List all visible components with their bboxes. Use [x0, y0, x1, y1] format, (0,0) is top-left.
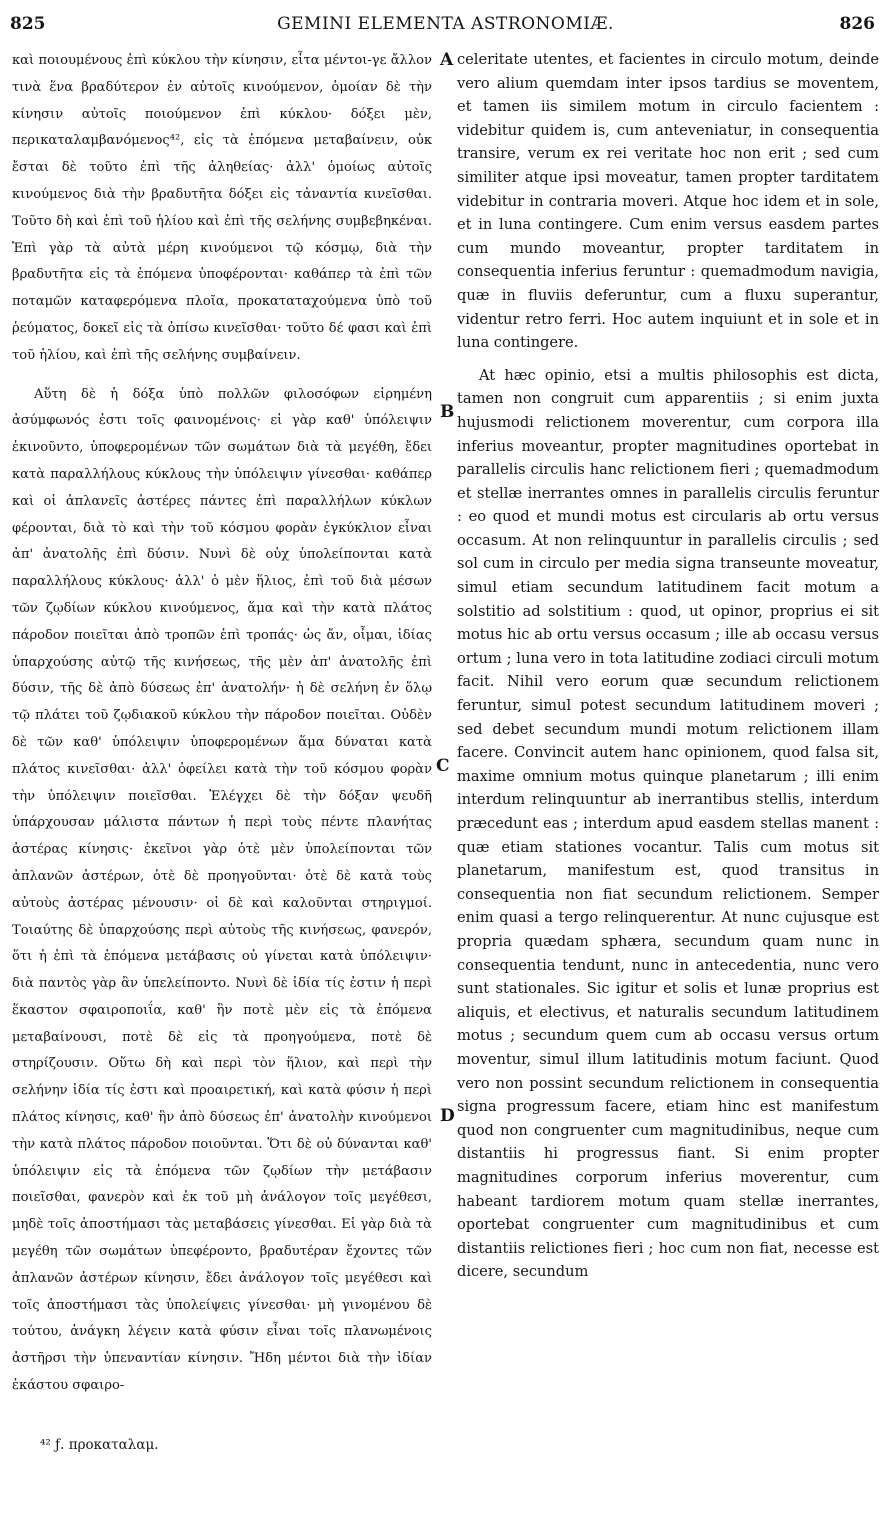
latin-paragraph-2: At hæc opinio, etsi a multis philosophis est dicta, tamen non congruit cum apparentiis ; si enim juxta hujusmodi relictionem moverentur, cum corpora illa inferius moveantur, propter magnitudines oportebat in parallelis circulis hanc relictionem fieri ; quemadmodum et stellæ inerrantes omnes in parallelis circulis feruntur : eo quod et mundi motus est circularis ab ortu versus occasum. At non relinquuntur in parallelis circulis ; sed sol cum in circulo per media signa transeunte moveatur, simul etiam secundum latitudinem facit motum a solstitio ad solstitium : quod, ut opinor, proprius ei sit motus hic ab ortu versus occasum ; ille ab occasu versus ortum ; luna vero in tota latitudine zodiaci circuli motum facit. Nihil vero eorum quæ secundum relictionem feruntur, simul potest secundum latitudinem moveri ; sed debet secundum mundi motum relictionem illam facere. Convincit autem hanc opinionem, quod falsa sit, maxime omnium motus quinque planetarum ; illi enim interdum relinquuntur ab inerrantibus stellis, interdum præcedunt eas ; interdum apud easdem stellas manent : quæ etiam stationes vocantur. Talis cum motus sit planetarum, manifestum est, quod transitus in consequentia non fiat secundum relictionem. Semper enim quasi a tergo relinquerentur. At nunc cujusque est propria quædam sphæra, secundum quam nunc in consequentia tendunt, nunc in antecedentia, nunc vero sunt stationales. Sic igitur et solis et lunæ proprius est aliquis, et electivus, et naturalis secundum latitudinem motus ; secundum quem cum ab occasu versus ortum moventur, simul illum latitudinis motum faciunt. Quod vero non possint secundum relictionem in consequentia signa progressum facere, etiam hinc est manifestum quod non congruenter cum magnitudinibus, neque cum distantiis hi progressus fiant. Si enim propter magnitudines corporum inferius moverentur, cum habeant tardiorem motum quam stellæ inerrantes, oportebat congruenter cum magnitudinibus et cum distantiis relictiones fieri ; hoc cum non fiat, necesse est dicere, secundum	[457, 366, 879, 1281]
latin-column	[457, 48, 879, 1284]
section-marker-d: D	[440, 1106, 455, 1126]
section-marker-a: A	[440, 50, 454, 70]
page-header	[0, 14, 891, 42]
greek-column	[12, 48, 432, 1400]
right-page-number: 826	[839, 14, 875, 34]
section-marker-b: B	[440, 402, 455, 422]
greek-paragraph-2: Αὕτη δὲ ἡ δόξα ὑπὸ πολλῶν φιλοσόφων εἰρημένη ἀσύμφωνός ἐστι τοῖς φαινομένοις· εἰ γὰρ καθ' ὑπόλειψιν ἐκινοῦντο, ὑποφερομένων τῶν σωμάτων διὰ τὰ μεγέθη, ἔδει κατὰ παραλλήλους κύκλους τὴν ὑπόλειψιν γίνεσθαι· καθάπερ καὶ οἱ ἀπλανεῖς ἀστέρες πάντες ἐπὶ παραλλήλων κύκλων φέρονται, διὰ τὸ καὶ τὴν τοῦ κόσμου φορὰν ἐγκύκλιον εἶναι ἀπ' ἀνατολῆς ἐπὶ δύσιν. Νυνὶ δὲ οὐχ ὑπολείπονται κατὰ παραλλήλους κύκλους· ἀλλ' ὁ μὲν ἥλιος, ἐπὶ τοῦ διὰ μέσων τῶν ζῳδίων κύκλου κινούμενος, ἅμα καὶ τὴν κατὰ πλάτος πάροδον ποιεῖται ἀπὸ τροπῶν ἐπὶ τροπάς· ὡς ἄν, οἶμαι, ἰδίας ὑπαρχούσης αὐτῷ τῆς κινήσεως, τῆς μὲν ἀπ' ἀνατολῆς ἐπὶ δύσιν, τῆς δὲ ἀπὸ δύσεως ἐπ' ἀνατολήν· ἡ δὲ σελήνη ἐν ὅλῳ τῷ πλάτει τοῦ ζῳδιακοῦ κύκλου τὴν πάροδον ποιεῖται. Οὐδὲν δὲ τῶν καθ' ὑπόλειψιν ὑποφερομένων ἅμα δύναται κατὰ πλάτος κινεῖσθαι· ἀλλ' ὀφείλει κατὰ τὴν τοῦ κόσμου φορὰν τὴν ὑπόλειψιν ποιεῖσθαι. Ἐλέγχει δὲ τὴν δόξαν ψευδῆ ὑπάρχουσαν μάλιστα πάντων ἡ περὶ τοὺς πέντε πλανήτας ἀστέρας κίνησις· ἐκεῖνοι γὰρ ὁτὲ μὲν ὑπολείπονται τῶν ἀπλανῶν ἀστέρων, ὁτὲ δὲ προηγοῦνται· ὁτὲ δὲ κατὰ τοὺς αὐτοὺς ἀστέρας μένουσιν· οἱ δὲ καὶ καλοῦνται στηριγμοί. Τοιαύτης δὲ ὑπαρχούσης περὶ αὐτοὺς τῆς κινήσεως, φανερόν, ὅτι ἡ ἐπὶ τὰ ἑπόμενα μετάβασις οὐ γίνεται κατὰ ὑπόλειψιν· διὰ παντὸς γὰρ ἂν ὑπελείποντο. Νυνὶ δὲ ἰδία τίς ἐστιν ἡ περὶ ἕκαστον σφαιροποιΐα, καθ' ἣν ποτὲ μὲν εἰς τὰ ἑπόμενα μεταβαίνουσι, ποτὲ δὲ εἰς τὰ προηγούμενα, ποτὲ δὲ στηρίζουσιν. Οὕτω δὴ καὶ περὶ τὸν ἥλιον, καὶ περὶ τὴν σελήνην ἰδία τίς ἐστι καὶ προαιρετική, καὶ κατὰ φύσιν ἡ περὶ πλάτος κίνησις, καθ' ἣν ἀπὸ δύσεως ἐπ' ἀνατολὴν κινούμενοι τὴν κατὰ πλάτος πάροδον ποιοῦνται. Ὅτι δὲ οὐ δύνανται καθ' ὑπόλειψιν εἰς τὰ ἑπόμενα τῶν ζῳδίων τὴν μετάβασιν ποιεῖσθαι, φανερὸν καὶ ἐκ τοῦ μὴ ἀνάλογον τοῖς μεγέθεσι, μηδὲ τοῖς ἀποστήμασι τὰς μεταβάσεις γίνεσθαι. Εἰ γὰρ διὰ τὰ μεγέθη τῶν σωμάτων ὑπεφέροντο, βραδυτέραν ἔχοντες τῶν ἀπλανῶν ἀστέρων κίνησιν, ἔδει ἀνάλογον τοῖς μεγέθεσι καὶ τοῖς ἀποστήμασι τὰς ὑπολείψεις γίνεσθαι· μὴ γινομένου δὲ τούτου, ἀνάγκη λέγειν κατὰ φύσιν εἶναι τοῖς πλανωμένοις ἀστῆρσι τὴν ὑπεναντίαν κίνησιν. Ἤδη μέντοι διὰ τὴν ἰδίαν ἑκάστου σφαιρο-	[12, 386, 432, 1394]
latin-paragraph-1: celeritate utentes, et facientes in circulo motum, deinde vero alium quemdam inter ipsos tardius se moventem, et tamen iis similem motum in circulo facientem : videbitur quidem is, cum anteveniatur, in consequentia transire, verum ex rei veritate hoc non erit ; sed cum similiter atque ipsi moveatur, tamen propter tarditatem videbitur in contraria moveri. Atque hoc idem et in sole, et in luna contingere. Cum enim versus easdem partes cum mundo moveantur, propter tarditatem in consequentia inferius feruntur : quemadmodum navigia, quæ in fluviis deferuntur, cum a fluxu superantur, videntur retro ferri. Hoc autem inquiunt et in sole et in luna contingere.	[457, 51, 879, 352]
footnote: ⁴² ƒ. προκαταλαμ.	[40, 1437, 159, 1453]
section-marker-c: C	[436, 756, 450, 776]
greek-paragraph-1: καὶ ποιουμένους ἐπὶ κύκλου τὴν κίνησιν, εἶτα μέντοι-γε ἄλλον τινὰ ἕνα βραδύτερον ἐν αὐτοῖς κινούμενον, ὁμοίαν δὲ τὴν κίνησιν αὐτοῖς ποιούμενον ἐπὶ κύκλου· δόξει μὲν, περικαταλαμβανόμενος⁴², εἰς τὰ ἑπόμενα μεταβαίνειν, οὐκ ἔσται δὲ τοῦτο ἐπὶ τῆς ἀληθείας· ἀλλ' ὁμοίως αὐτοῖς κινούμενος διὰ τὴν βραδυτῆτα δόξει εἰς τἀναντία κινεῖσθαι. Τοῦτο δὴ καὶ ἐπὶ τοῦ ἡλίου καὶ ἐπὶ τῆς σελήνης συμβεβηκέναι. Ἐπὶ γὰρ τὰ αὐτὰ μέρη κινούμενοι τῷ κόσμῳ, διὰ τὴν βραδυτῆτα εἰς τὰ ἑπόμενα ὑποφέρονται· καθάπερ τὰ ἐπὶ τῶν ποταμῶν καταφερόμενα πλοῖα, προκαταταχούμενα ὑπὸ τοῦ ῥεύματος, δοκεῖ εἰς τὰ ὀπίσω κινεῖσθαι· τοῦτο δέ φασι καὶ ἐπὶ τοῦ ἡλίου, καὶ ἐπὶ τῆς σελήνης συμβαίνειν.	[12, 53, 432, 363]
running-title: GEMINI ELEMENTA ASTRONOMIÆ.	[277, 14, 614, 34]
left-page-number: 825	[10, 14, 46, 34]
